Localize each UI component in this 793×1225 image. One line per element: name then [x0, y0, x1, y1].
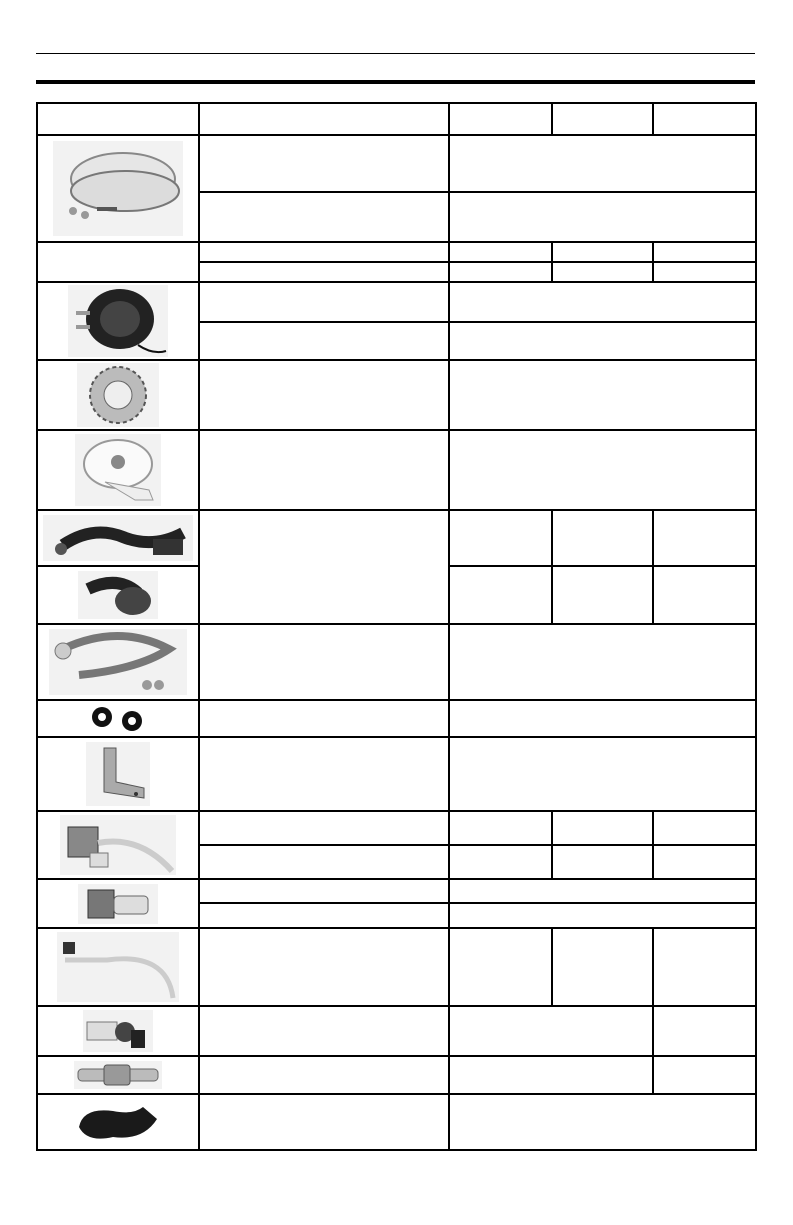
header-cell-image	[37, 103, 199, 135]
value-cell	[653, 811, 756, 845]
description-cell	[199, 700, 449, 737]
value-cell	[449, 242, 552, 262]
mounting-bracket-icon	[86, 742, 150, 806]
value-cell	[449, 700, 756, 737]
value-cell	[653, 1056, 756, 1094]
value-cell	[449, 1094, 756, 1150]
value-cell	[653, 242, 756, 262]
description-cell	[199, 624, 449, 700]
value-cell	[449, 624, 756, 700]
header-cell-description	[199, 103, 449, 135]
header-cell-col4	[552, 103, 653, 135]
header-cell-col3	[449, 103, 552, 135]
pump-motor-icon	[68, 285, 168, 357]
table-row	[37, 282, 756, 322]
macerator-blade-icon	[77, 363, 159, 427]
clear-tubing-icon	[57, 932, 179, 1002]
description-cell	[199, 242, 449, 262]
value-cell	[449, 566, 552, 624]
value-cell	[552, 242, 653, 262]
header-cell-col5	[653, 103, 756, 135]
description-cell	[199, 811, 449, 845]
solenoid-valve-icon	[78, 884, 158, 924]
image-cell	[37, 360, 199, 430]
value-cell	[449, 903, 756, 928]
description-cell	[199, 1006, 449, 1056]
toilet-seat-icon	[53, 141, 183, 236]
table-row	[37, 430, 756, 510]
top-rule	[36, 53, 755, 54]
water-inlet-hose-icon	[49, 629, 187, 695]
table-row	[37, 135, 756, 192]
image-cell	[37, 510, 199, 566]
value-cell	[449, 879, 756, 903]
value-cell	[449, 845, 552, 879]
description-cell	[199, 845, 449, 879]
description-cell	[199, 322, 449, 360]
value-cell	[449, 737, 756, 811]
value-cell	[449, 811, 552, 845]
image-cell	[37, 737, 199, 811]
table-row	[37, 928, 756, 1006]
description-cell	[199, 928, 449, 1006]
value-cell	[552, 510, 653, 566]
image-cell	[37, 700, 199, 737]
image-cell	[37, 1094, 199, 1150]
table-header-row	[37, 103, 756, 135]
table-row	[37, 879, 756, 903]
value-cell	[449, 135, 756, 192]
elbow-hose-icon	[78, 571, 158, 619]
pump-housing-icon	[75, 434, 161, 506]
value-cell	[449, 430, 756, 510]
description-cell	[199, 360, 449, 430]
value-cell	[653, 510, 756, 566]
description-cell	[199, 737, 449, 811]
table-row	[37, 737, 756, 811]
value-cell	[552, 811, 653, 845]
value-cell	[449, 360, 756, 430]
description-cell	[199, 879, 449, 903]
header-rule	[36, 80, 755, 84]
value-cell	[449, 192, 756, 242]
check-valve-icon	[83, 1010, 153, 1052]
image-cell	[37, 811, 199, 879]
rubber-elbow-icon	[73, 1097, 163, 1147]
description-cell	[199, 192, 449, 242]
inline-connector-icon	[74, 1061, 162, 1089]
table-row	[37, 811, 756, 845]
value-cell	[449, 262, 552, 282]
image-cell	[37, 879, 199, 928]
value-cell	[449, 510, 552, 566]
value-cell	[653, 262, 756, 282]
image-cell	[37, 1006, 199, 1056]
value-cell	[449, 322, 756, 360]
value-cell	[653, 566, 756, 624]
description-cell	[199, 1056, 449, 1094]
description-cell	[199, 135, 449, 192]
table-row	[37, 510, 756, 566]
description-cell	[199, 430, 449, 510]
description-cell	[199, 1094, 449, 1150]
value-cell	[552, 262, 653, 282]
image-cell	[37, 135, 199, 242]
value-cell	[449, 928, 552, 1006]
value-cell	[449, 282, 756, 322]
table-row	[37, 242, 756, 262]
value-cell	[552, 845, 653, 879]
image-cell	[37, 282, 199, 360]
table-row	[37, 700, 756, 737]
table-row	[37, 1094, 756, 1150]
image-cell	[37, 242, 199, 282]
table-row	[37, 360, 756, 430]
image-cell	[37, 1056, 199, 1094]
value-cell	[653, 1006, 756, 1056]
solenoid-valve-with-tube-icon	[60, 815, 176, 875]
value-cell	[552, 566, 653, 624]
table-row	[37, 624, 756, 700]
image-cell	[37, 430, 199, 510]
image-cell	[37, 566, 199, 624]
flexible-hose-icon	[43, 515, 193, 561]
value-cell	[449, 1006, 653, 1056]
description-cell	[199, 510, 449, 624]
image-cell	[37, 624, 199, 700]
value-cell	[653, 845, 756, 879]
description-cell	[199, 282, 449, 322]
image-cell	[37, 928, 199, 1006]
table-row	[37, 1006, 756, 1056]
description-cell	[199, 903, 449, 928]
value-cell	[653, 928, 756, 1006]
value-cell	[449, 1056, 653, 1094]
table-row	[37, 1056, 756, 1094]
description-cell	[199, 262, 449, 282]
value-cell	[552, 928, 653, 1006]
rubber-seals-icon	[80, 705, 156, 733]
parts-table	[36, 102, 757, 1151]
